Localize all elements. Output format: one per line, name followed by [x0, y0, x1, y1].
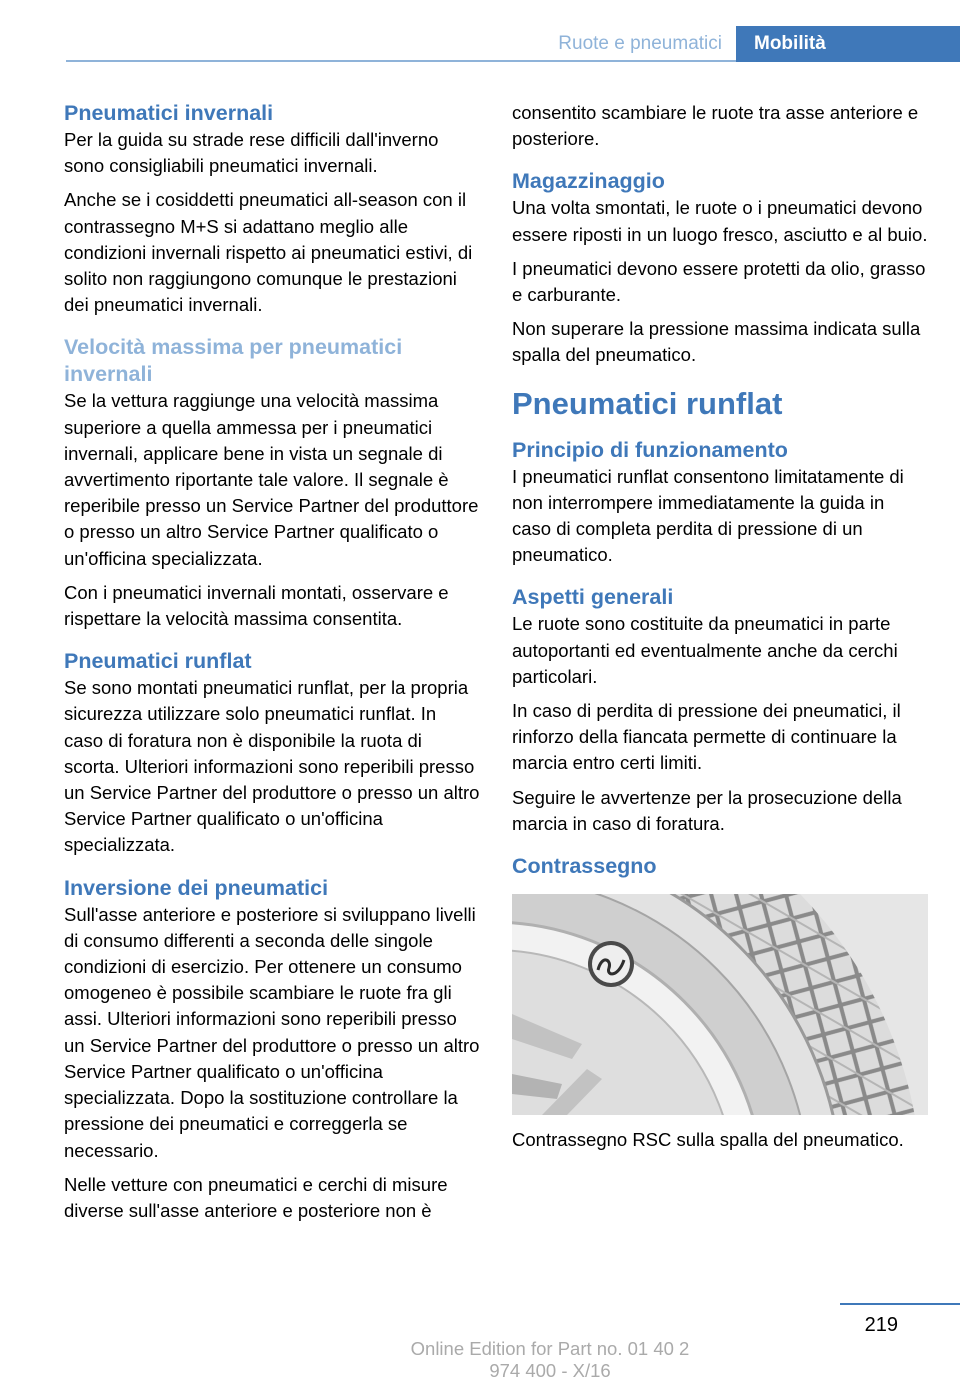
paragraph: Con i pneumatici invernali montati, osservare e rispettare la velocità massima consentita.	[64, 581, 449, 630]
section-title: Contrassegno	[512, 854, 657, 879]
section-tire-rotation	[64, 875, 480, 1224]
section-title: Aspetti generali	[512, 585, 674, 610]
section-storage	[512, 168, 928, 368]
header-section-label: Ruote e pneumatici	[558, 33, 722, 54]
paragraph: Se la vettura raggiunge una velocità massima superiore a quella ammessa per i pneumatici invernali, applicare bene in vista un segnale di avvertimento riportante tale valore. Il segnale è reperibile presso un Service Partner del produttore o presso un altro Service Partner qualificato o un'officina specializzata.	[64, 390, 479, 569]
section-winter-tires	[64, 100, 480, 318]
paragraph: Per la guida su strade rese difficili dall'inverno sono consigliabili pneumatici invernali.	[64, 129, 439, 177]
paragraph: consentito scambiare le ruote tra asse anteriore e posteriore.	[512, 102, 919, 150]
edition-footer: Online Edition for Part no. 01 40 2 974 400 - X/16	[410, 1338, 690, 1381]
section-title: Principio di funzionamento	[512, 437, 788, 462]
paragraph: Anche se i cosiddetti pneumatici all-season con il contrassegno M+S si adattano meglio alle condizioni invernali rispetto ai pneumatici estivi, di solito non raggiungono comunque le prestazioni dei pneumatici invernali.	[64, 189, 473, 316]
header-chapter-tab: Mobilità	[736, 26, 960, 62]
chapter-title: Pneumatici runflat	[512, 385, 783, 421]
section-title: Pneumatici invernali	[64, 101, 274, 125]
section-working-principle	[512, 437, 928, 569]
paragraph: I pneumatici runflat consentono limitatamente di non interrompere immediatamente la guida in caso di completa perdita di pressione di un pneumatico.	[512, 465, 904, 566]
image-caption: Contrassegno RSC sulla spalla del pneumatico.	[512, 1129, 904, 1151]
paragraph: I pneumatici devono essere protetti da olio, grasso e carburante.	[512, 257, 926, 306]
section-title: Inversione dei pneumatici	[64, 875, 329, 900]
section-marking	[512, 853, 928, 1153]
section-rotation-continued	[512, 100, 928, 152]
section-max-speed	[64, 334, 480, 632]
paragraph: Seguire le avvertenze per la prosecuzione della marcia in caso di foratura.	[512, 786, 902, 834]
paragraph: Le ruote sono costituite da pneumatici in parte autoportanti ed eventualmente anche da cerchi particolari.	[512, 613, 898, 687]
section-title: Magazzinaggio	[512, 169, 665, 194]
paragraph: Nelle vetture con pneumatici e cerchi di misure diverse sull'asse anteriore e posteriore non è	[64, 1173, 448, 1221]
section-runflat-tires	[64, 648, 480, 858]
paragraph: Se sono montati pneumatici runflat, per la propria sicurezza utilizzare solo pneumatici runflat. In caso di foratura non è disponibile la ruota di scorta. Ulteriori informazioni sono reperibili presso un Service Partner del produttore o presso un altro Service Partner qualificato o un'officina specializzata.	[64, 677, 480, 856]
paragraph: Sull'asse anteriore e posteriore si sviluppano livelli di consumo differenti a seconda delle singole condizioni di esercizio. Per ottenere un consumo omogeneo è possibile scambiare le ruote fra gli assi. Ulteriori informazioni sono reperibili presso un Service Partner del produttore o presso un altro Service Partner qualificato o un'officina specializzata. Dopo la sostituzione controllare la pressione dei pneumatici e correggerla se necessario.	[64, 903, 480, 1161]
paragraph: In caso di perdita di pressione dei pneumatici, il rinforzo della fiancata permette di continuare la marcia entro certi limiti.	[512, 700, 901, 774]
section-title: Pneumatici runflat	[64, 649, 252, 674]
paragraph: Una volta smontati, le ruote o i pneumatici devono essere riposti in un luogo fresco, asciutto e al buio.	[512, 197, 928, 245]
rsc-tire-image	[512, 894, 928, 1115]
right-column	[512, 100, 928, 1161]
footer-rule	[840, 1303, 960, 1305]
section-title: Velocità massima per pneumatici invernali	[64, 335, 403, 387]
paragraph: Non superare la pressione massima indicata sulla spalla del pneumatico.	[512, 318, 921, 366]
left-column	[64, 100, 480, 1240]
section-general-aspects	[512, 584, 928, 837]
page-number: 219	[864, 1314, 898, 1336]
